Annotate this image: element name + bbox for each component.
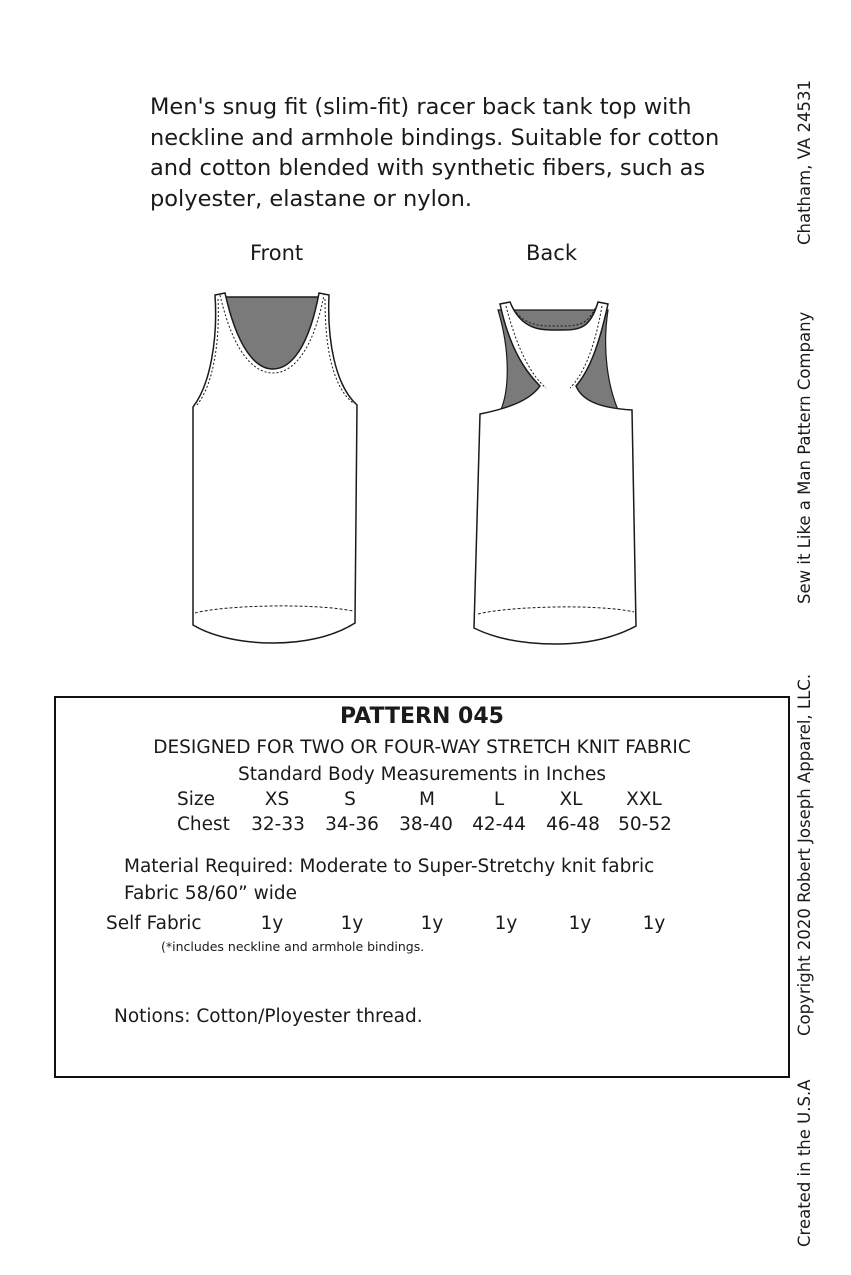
size-xxl: XXL [626, 789, 662, 810]
chest-xxl: 50-52 [618, 814, 672, 835]
self-fabric-label: Self Fabric [106, 913, 202, 934]
chest-xs: 32-33 [251, 814, 305, 835]
size-m: M [419, 789, 435, 810]
size-xl: XL [559, 789, 583, 810]
material-required: Material Required: Moderate to Super-Stretchy knit fabric [124, 856, 655, 877]
chest-xl: 46-48 [546, 814, 600, 835]
chest-s: 34-36 [325, 814, 379, 835]
sidebar-origin: Created in the U.S.A [795, 1079, 814, 1247]
chest-row-label: Chest [177, 814, 230, 835]
front-tank-illustration [185, 285, 365, 655]
sidebar [795, 80, 825, 1250]
pattern-description: Men's snug fit (slim-fit) racer back tank top with neckline and armhole bindings. Suitable for cotton and cotton blended with synthetic fibers, such as polyester, elastane or nylon. [150, 94, 720, 212]
pattern-subtitle: DESIGNED FOR TWO OR FOUR-WAY STRETCH KNIT FABRIC [153, 737, 691, 758]
back-tank-illustration [470, 290, 645, 650]
sidebar-location: Chatham, VA 24531 [795, 80, 814, 246]
measurements-caption: Standard Body Measurements in Inches [238, 764, 606, 785]
sidebar-copyright: Copyright 2020 Robert Joseph Apparel, LLC. [795, 673, 814, 1037]
chest-l: 42-44 [472, 814, 526, 835]
self-fabric-s: 1y [340, 913, 364, 934]
size-xs: XS [264, 789, 290, 810]
size-row-label: Size [177, 789, 215, 810]
binding-footnote: (*includes neckline and armhole bindings. [161, 939, 425, 954]
chest-m: 38-40 [399, 814, 453, 835]
pattern-info-box [54, 696, 790, 1078]
front-view-label: Front [250, 241, 304, 265]
size-s: S [344, 789, 356, 810]
size-l: L [493, 789, 505, 810]
self-fabric-xs: 1y [260, 913, 284, 934]
self-fabric-m: 1y [420, 913, 444, 934]
self-fabric-xxl: 1y [642, 913, 666, 934]
back-view-label: Back [526, 241, 577, 265]
sidebar-company: Sew it Like a Man Pattern Company [795, 311, 814, 604]
self-fabric-l: 1y [494, 913, 518, 934]
notions: Notions: Cotton/Ployester thread. [114, 1006, 423, 1027]
fabric-width: Fabric 58/60” wide [124, 883, 297, 904]
pattern-title: PATTERN 045 [340, 704, 504, 729]
self-fabric-xl: 1y [568, 913, 592, 934]
